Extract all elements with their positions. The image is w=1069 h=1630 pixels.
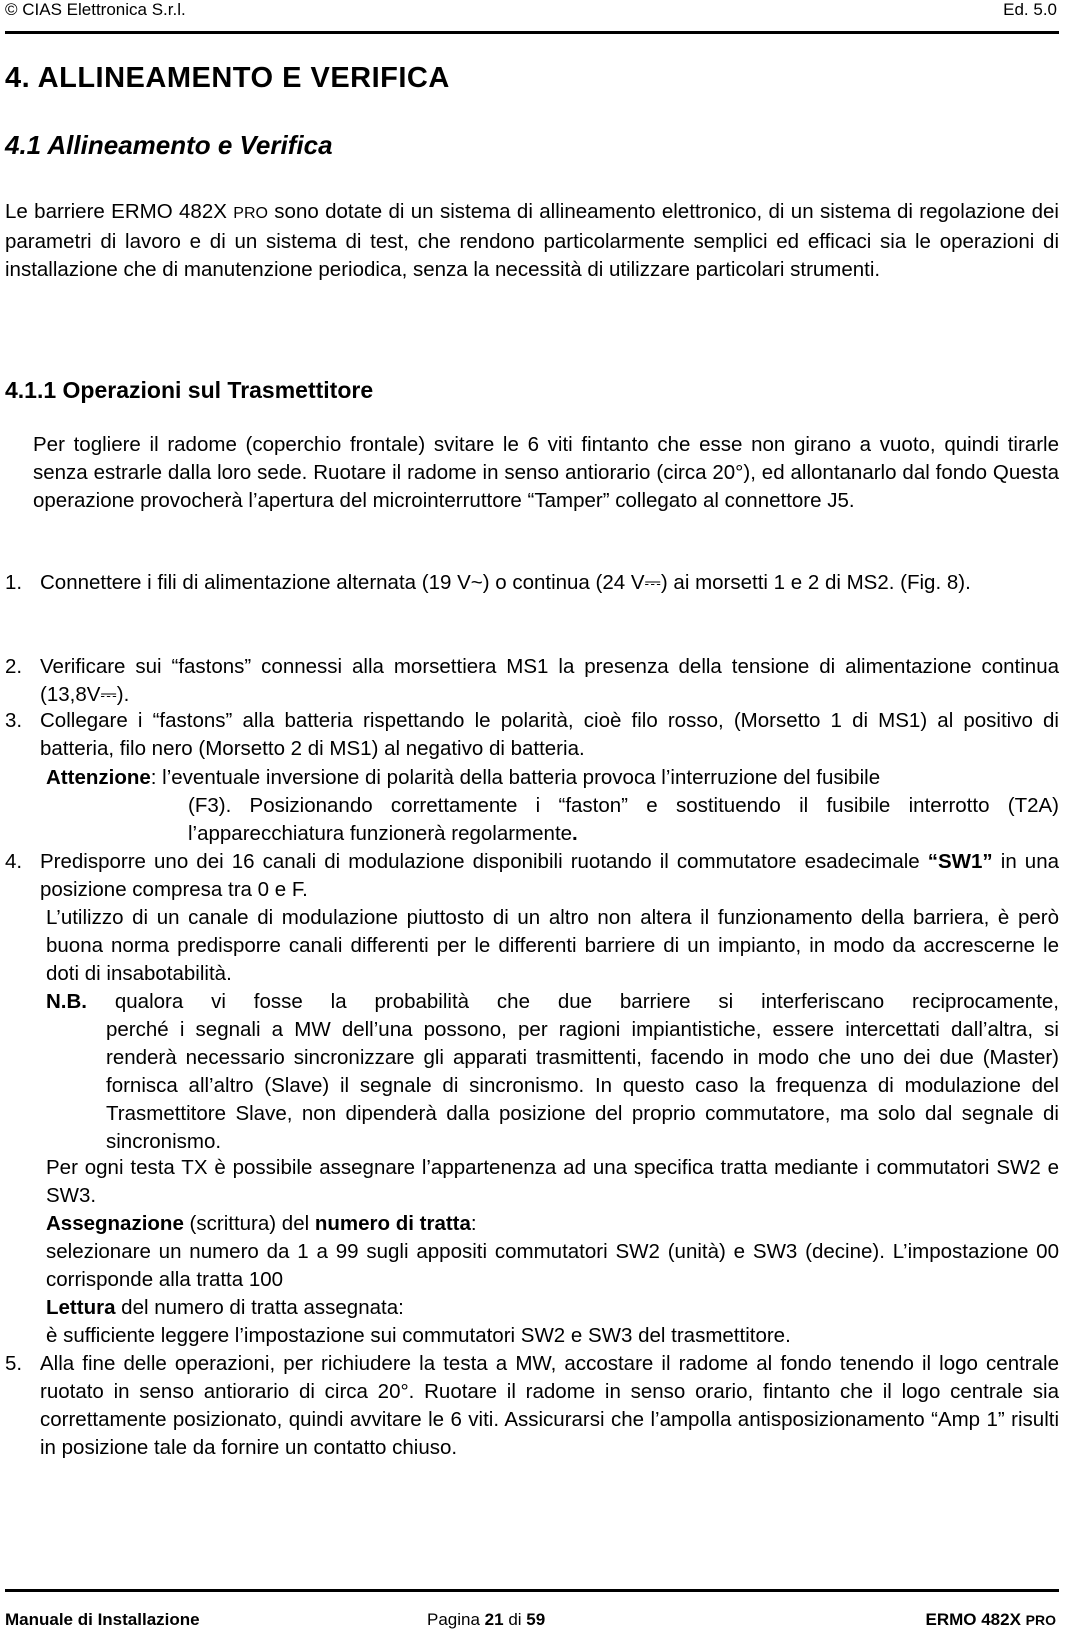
page-footer — [5, 1610, 1059, 1630]
reading-heading: Lettura del numero di tratta assegnata: — [46, 1296, 404, 1319]
manual-name: Manuale di Installazione — [5, 1610, 200, 1629]
assignment-text: selezionare un numero da 1 a 99 sugli appositi commutatori SW2 (unità) e SW3 (decine). L’impostazione 00 corrisponde alla tratta 100 — [46, 1240, 1059, 1291]
list-item-5: 5. Alla fine delle operazioni, per richiudere la testa a MW, accostare il radome al fondo tenendo il logo centrale ruotato in senso antiorario di circa 20°. Ruotare il radome in senso orario, fintanto che il logo centrale sia correttamente posizionato, quindi avvitare le 6 viti. Assicurarsi che l’ampolla antisposizionamento “Amp 1” risulti in posizione tale da fornire un contatto chiuso. — [5, 1352, 1059, 1459]
page-number: Pagina 21 di 59 — [427, 1610, 546, 1629]
edition: Ed. 5.0 — [1003, 0, 1057, 19]
tratta-paragraph: Per ogni testa TX è possibile assegnare l’appartenenza ad una specifica tratta mediante i commutatori SW2 e SW3. — [46, 1156, 1059, 1207]
chapter-title: 4. ALLINEAMENTO E VERIFICA — [5, 62, 450, 94]
assignment-heading: Assegnazione (scrittura) del numero di tratta: — [46, 1212, 477, 1235]
company-name: © CIAS Elettronica S.r.l. — [5, 0, 186, 19]
channel-paragraph: L’utilizzo di un canale di modulazione piuttosto di un altro non altera il funzionamento della barriera, è però buona norma predisporre canali differenti per le differenti barriere di un impianto, in modo da accrescerne le doti di insabotabilità. — [46, 906, 1059, 985]
transmitter-intro: Per togliere il radome (coperchio frontale) svitare le 6 viti fintanto che esse non girano a vuoto, quindi tirarle senza estrarle dalla loro sede. Ruotare il radome in senso antiorario (circa 20°), ed allontanarlo dal fondo Questa operazione provocherà l’apertura del microinterruttore “Tamper” collegato al connettore J5. — [33, 433, 1059, 512]
attention-note: Attenzione: l’eventuale inversione di polarità della batteria provoca l’interruzione del fusibile (F3). Posizionando correttamente i “faston” e sostituendo il fusibile interrotto (T2A) l’apparecchiatura funzionerà regolarmente. — [46, 766, 1059, 845]
list-item-2: 2. Verificare sui “fastons” connessi alla morsettiera MS1 la presenza della tensione di alimentazione continua (13,8V⎓). — [5, 655, 1059, 706]
list-item-1: 1. Connettere i fili di alimentazione alternata (19 V~) o continua (24 V⎓) ai morsetti 1 e 2 di MS2. (Fig. 8). — [5, 571, 971, 594]
header-divider — [5, 31, 1059, 34]
product-name: ERMO 482X PRO — [925, 1610, 1056, 1629]
nb-note: N.B. qualora vi fosse la probabilità che due barriere si interferiscano reciprocamente, perché i segnali a MW dell’una possono, per ragioni impiantistiche, essere intercettati dall’altra, si renderà necessario sincronizzare gli apparati trasmittenti, facendo in modo che uno dei due (Master) fornisca all’altro (Slave) il segnale di sincronismo. In questo caso la frequenza di modulazione del Trasmettitore Slave, non dipenderà dalla posizione del proprio commutatore, ma solo dal segnale di sincronismo. — [46, 990, 1059, 1153]
reading-text: è sufficiente leggere l’impostazione sui commutatori SW2 e SW3 del trasmettitore. — [46, 1324, 791, 1347]
section-title: 4.1 Allineamento e Verifica — [5, 130, 333, 160]
intro-paragraph: Le barriere ERMO 482X PRO sono dotate di un sistema di allineamento elettronico, di un sistema di regolazione dei parametri di lavoro e di un sistema di test, che rendono particolarmente semplici ed efficaci sia le operazioni di installazione che di manutenzione periodica, senza la necessità di utilizzare particolari strumenti. — [5, 200, 1059, 281]
list-item-3: 3. Collegare i “fastons” alla batteria rispettando le polarità, cioè filo rosso, (Morsetto 1 di MS1) al positivo di batteria, filo nero (Morsetto 2 di MS1) al negativo di batteria. — [5, 709, 1059, 760]
list-item-4: 4. Predisporre uno dei 16 canali di modulazione disponibili ruotando il commutatore esadecimale “SW1” in una posizione compresa tra 0 e F. — [5, 850, 1059, 901]
subsection-title: 4.1.1 Operazioni sul Trasmettitore — [5, 377, 374, 403]
attention-label: Attenzione — [46, 766, 151, 789]
page-header — [5, 0, 1059, 24]
footer-divider — [5, 1589, 1059, 1592]
